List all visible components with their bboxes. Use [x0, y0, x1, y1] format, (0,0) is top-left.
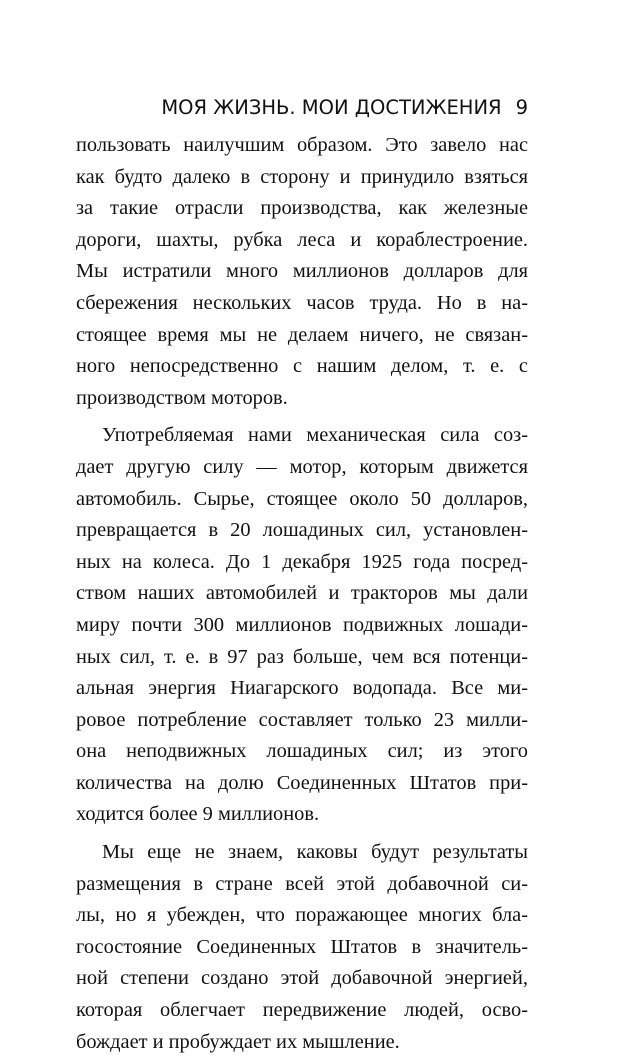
running-head-title: МОЯ ЖИЗНЬ. МОИ ДОСТИЖЕНИЯ: [161, 96, 502, 119]
text-line: Мы еще не знаем, каковы будут результаты: [102, 841, 528, 864]
text-line: стоящее время мы не делаем ничего, не связан-: [76, 323, 528, 346]
text-line: дает другую силу — мотор, которым движется: [76, 455, 528, 478]
text-line: производством моторов.: [76, 386, 288, 409]
text-line: альная энергия Ниагарского водопада. Все ми-: [76, 677, 528, 700]
text-line: госостояние Соединенных Штатов в значитель-: [76, 935, 528, 958]
text-line: ных на колеса. До 1 декабря 1925 года посред-: [76, 550, 528, 573]
text-line: ного непосредственно с нашим делом, т. е. с: [76, 355, 528, 378]
text-line: Употребляемая нами механическая сила соз-: [102, 424, 528, 447]
text-line: ных сил, т. е. в 97 раз больше, чем вся потенци-: [76, 645, 528, 668]
text-line: размещения в стране всей этой добавочной си-: [76, 872, 528, 895]
text-line: автомобиль. Сырье, стоящее около 50 долларов,: [76, 487, 528, 510]
text-line: за такие отрасли производства, как железные: [76, 197, 528, 220]
text-line: превращается в 20 лошадиных сил, установлен-: [76, 519, 528, 542]
text-line: пользовать наилучшим образом. Это завело нас: [76, 134, 528, 156]
running-head: [76, 93, 528, 123]
text-line: которая облегчает передвижение людей, осво-: [76, 999, 528, 1022]
text-line: сбережения нескольких часов труда. Но в на-: [76, 291, 528, 314]
text-line: как будто далеко в сторону и принудило взяться: [76, 165, 528, 188]
page-number: 9: [515, 96, 528, 119]
paragraph: [76, 420, 528, 831]
text-line: дороги, шахты, рубка леса и кораблестроение.: [76, 228, 528, 251]
text-line: Мы истратили много миллионов долларов для: [76, 260, 528, 283]
paragraph: [76, 130, 528, 414]
text-line: количества на долю Соединенных Штатов при-: [76, 771, 528, 794]
text-line: ходится более 9 миллионов.: [76, 803, 320, 826]
text-line: ством наших автомобилей и тракторов мы дали: [76, 582, 528, 605]
text-line: она неподвижных лошадиных сил; из этого: [76, 740, 528, 763]
text-line: миру почти 300 миллионов подвижных лошади-: [76, 613, 528, 636]
text-line: бождает и пробуждает их мышление.: [76, 1030, 400, 1053]
text-line: ровое потребление составляет только 23 милли-: [76, 708, 528, 731]
body-text: [76, 130, 528, 1064]
text-line: лы, но я убежден, что поражающее многих бла-: [76, 904, 528, 927]
paragraph: [76, 837, 528, 1058]
text-line: ной степени создано этой добавочной энергией,: [76, 967, 528, 990]
